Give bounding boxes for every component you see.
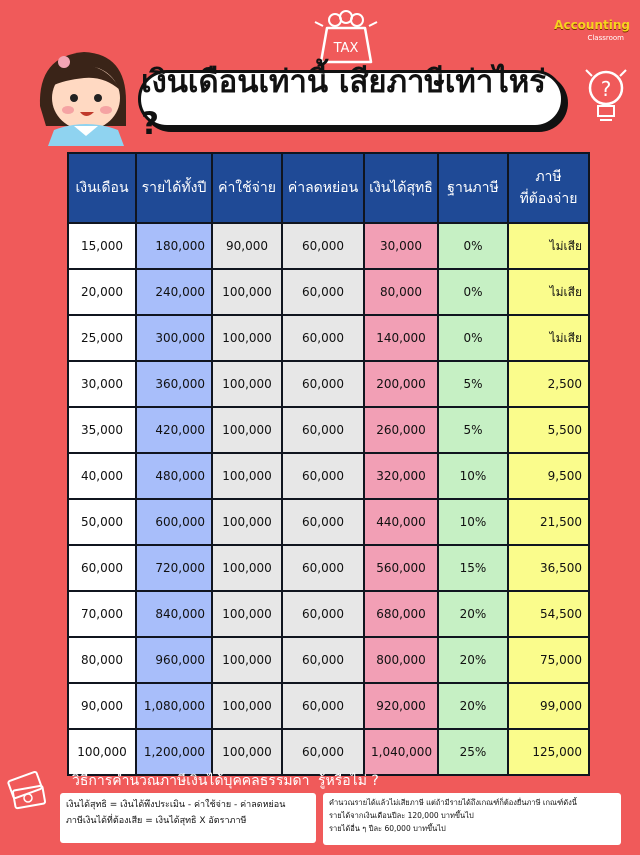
table-cell: ไม่เสีย <box>508 315 589 361</box>
table-cell: 920,000 <box>364 683 438 729</box>
table-cell: 180,000 <box>136 223 212 269</box>
table-cell: 90,000 <box>68 683 136 729</box>
table-cell: 60,000 <box>282 315 364 361</box>
table-cell: 960,000 <box>136 637 212 683</box>
bulb-question-mark: ? <box>600 77 612 101</box>
table-cell: 20% <box>438 683 508 729</box>
table-cell: 35,000 <box>68 407 136 453</box>
other-income-threshold: รายได้อื่น ๆ ปีละ 60,000 บาทขึ้นไป <box>329 824 446 833</box>
column-header: รายได้ทั้งปี <box>136 153 212 223</box>
table-cell: 560,000 <box>364 545 438 591</box>
table-cell: ไม่เสีย <box>508 223 589 269</box>
table-cell: 0% <box>438 315 508 361</box>
tax-table <box>67 152 590 776</box>
table-row <box>68 223 589 269</box>
table-cell: 54,500 <box>508 591 589 637</box>
table-cell: 720,000 <box>136 545 212 591</box>
calculation-formula-box <box>60 793 316 843</box>
table-cell: 5,500 <box>508 407 589 453</box>
table-cell: 480,000 <box>136 453 212 499</box>
did-you-know-box <box>323 793 621 845</box>
table-cell: 800,000 <box>364 637 438 683</box>
table-row <box>68 637 589 683</box>
table-cell: ไม่เสีย <box>508 269 589 315</box>
lightbulb-icon <box>584 62 628 132</box>
table-cell: 1,200,000 <box>136 729 212 775</box>
logo: Accounting <box>554 18 630 32</box>
table-cell: 200,000 <box>364 361 438 407</box>
table-cell: 60,000 <box>282 637 364 683</box>
table-cell: 60,000 <box>68 545 136 591</box>
column-header: ค่าลดหย่อน <box>282 153 364 223</box>
table-body <box>68 223 589 775</box>
calculation-method-title: วิธีการคำนวณภาษีเงินได้บุคคลธรรมดา <box>72 773 310 789</box>
column-header: ฐานภาษี <box>438 153 508 223</box>
formula-tax: ภาษีเงินได้ที่ต้องเสีย = เงินได้สุทธิ X อัตราภาษี <box>66 816 247 826</box>
table-cell: 40,000 <box>68 453 136 499</box>
table-cell: 60,000 <box>282 545 364 591</box>
table-cell: 60,000 <box>282 453 364 499</box>
table-cell: 30,000 <box>364 223 438 269</box>
column-header: เงินได้สุทธิ <box>364 153 438 223</box>
table-cell: 100,000 <box>212 729 282 775</box>
table-cell: 80,000 <box>364 269 438 315</box>
page-title: เงินเดือนเท่านี้ เสียภาษีเท่าไหร่ ? <box>138 70 564 128</box>
table-cell: 100,000 <box>212 545 282 591</box>
column-header: ภาษี ที่ต้องจ่าย <box>508 153 589 223</box>
table-cell: 100,000 <box>212 315 282 361</box>
column-header: เงินเดือน <box>68 153 136 223</box>
formula-net-income: เงินได้สุทธิ = เงินได้พึงประเมิน - ค่าใช้จ่าย - ค่าลดหย่อน <box>66 800 286 810</box>
table-cell: 10% <box>438 453 508 499</box>
table-cell: 60,000 <box>282 729 364 775</box>
table-cell: 20,000 <box>68 269 136 315</box>
table-cell: 60,000 <box>282 499 364 545</box>
did-you-know-title: รู้หรือไม่ ? <box>318 773 379 789</box>
table-cell: 2,500 <box>508 361 589 407</box>
table-cell: 9,500 <box>508 453 589 499</box>
table-cell: 20% <box>438 591 508 637</box>
table-cell: 80,000 <box>68 637 136 683</box>
table-cell: 20% <box>438 637 508 683</box>
table-header-row <box>68 153 589 223</box>
table-cell: 0% <box>438 269 508 315</box>
table-cell: 100,000 <box>212 269 282 315</box>
table-cell: 100,000 <box>212 683 282 729</box>
table-row <box>68 683 589 729</box>
table-cell: 10% <box>438 499 508 545</box>
table-cell: 360,000 <box>136 361 212 407</box>
table-cell: 25% <box>438 729 508 775</box>
girl-illustration <box>34 46 146 146</box>
table-cell: 36,500 <box>508 545 589 591</box>
table-cell: 680,000 <box>364 591 438 637</box>
table-row <box>68 545 589 591</box>
table-row <box>68 453 589 499</box>
table-cell: 100,000 <box>212 637 282 683</box>
table-cell: 260,000 <box>364 407 438 453</box>
table-cell: 99,000 <box>508 683 589 729</box>
table-cell: 60,000 <box>282 223 364 269</box>
table-cell: 21,500 <box>508 499 589 545</box>
table-cell: 60,000 <box>282 361 364 407</box>
table-cell: 25,000 <box>68 315 136 361</box>
table-cell: 240,000 <box>136 269 212 315</box>
table-cell: 420,000 <box>136 407 212 453</box>
table-cell: 1,040,000 <box>364 729 438 775</box>
table-row <box>68 499 589 545</box>
table-cell: 100,000 <box>212 453 282 499</box>
table-row <box>68 407 589 453</box>
filing-note: คำนวณรายได้แล้วไม่เสียภาษี แต่ถ้ามีรายได้ถึงเกณฑ์ก็ต้องยื่นภาษี เกณฑ์ดังนี้ <box>329 798 577 807</box>
table-cell: 50,000 <box>68 499 136 545</box>
table-cell: 60,000 <box>282 407 364 453</box>
table-cell: 30,000 <box>68 361 136 407</box>
table-cell: 60,000 <box>282 591 364 637</box>
column-header: ค่าใช้จ่าย <box>212 153 282 223</box>
table-row <box>68 315 589 361</box>
table-cell: 100,000 <box>212 591 282 637</box>
table-row <box>68 729 589 775</box>
table-cell: 15% <box>438 545 508 591</box>
table-row <box>68 269 589 315</box>
table-cell: 125,000 <box>508 729 589 775</box>
table-cell: 90,000 <box>212 223 282 269</box>
table-cell: 320,000 <box>364 453 438 499</box>
table-cell: 60,000 <box>282 683 364 729</box>
table-cell: 100,000 <box>212 499 282 545</box>
table-cell: 5% <box>438 407 508 453</box>
table-row <box>68 591 589 637</box>
table-cell: 440,000 <box>364 499 438 545</box>
tax-label: TAX <box>333 41 359 56</box>
table-cell: 60,000 <box>282 269 364 315</box>
table-cell: 100,000 <box>68 729 136 775</box>
table-cell: 300,000 <box>136 315 212 361</box>
table-cell: 5% <box>438 361 508 407</box>
table-cell: 15,000 <box>68 223 136 269</box>
table-cell: 140,000 <box>364 315 438 361</box>
table-cell: 1,080,000 <box>136 683 212 729</box>
table-cell: 840,000 <box>136 591 212 637</box>
table-cell: 100,000 <box>212 361 282 407</box>
salary-threshold: รายได้จากเงินเดือนปีละ 120,000 บาทขึ้นไป <box>329 811 474 820</box>
table-cell: 0% <box>438 223 508 269</box>
table-cell: 70,000 <box>68 591 136 637</box>
money-icon <box>6 766 48 816</box>
table-cell: 600,000 <box>136 499 212 545</box>
table-cell: 100,000 <box>212 407 282 453</box>
table-row <box>68 361 589 407</box>
logo-subtitle: Classroom <box>587 34 624 42</box>
table-cell: 75,000 <box>508 637 589 683</box>
